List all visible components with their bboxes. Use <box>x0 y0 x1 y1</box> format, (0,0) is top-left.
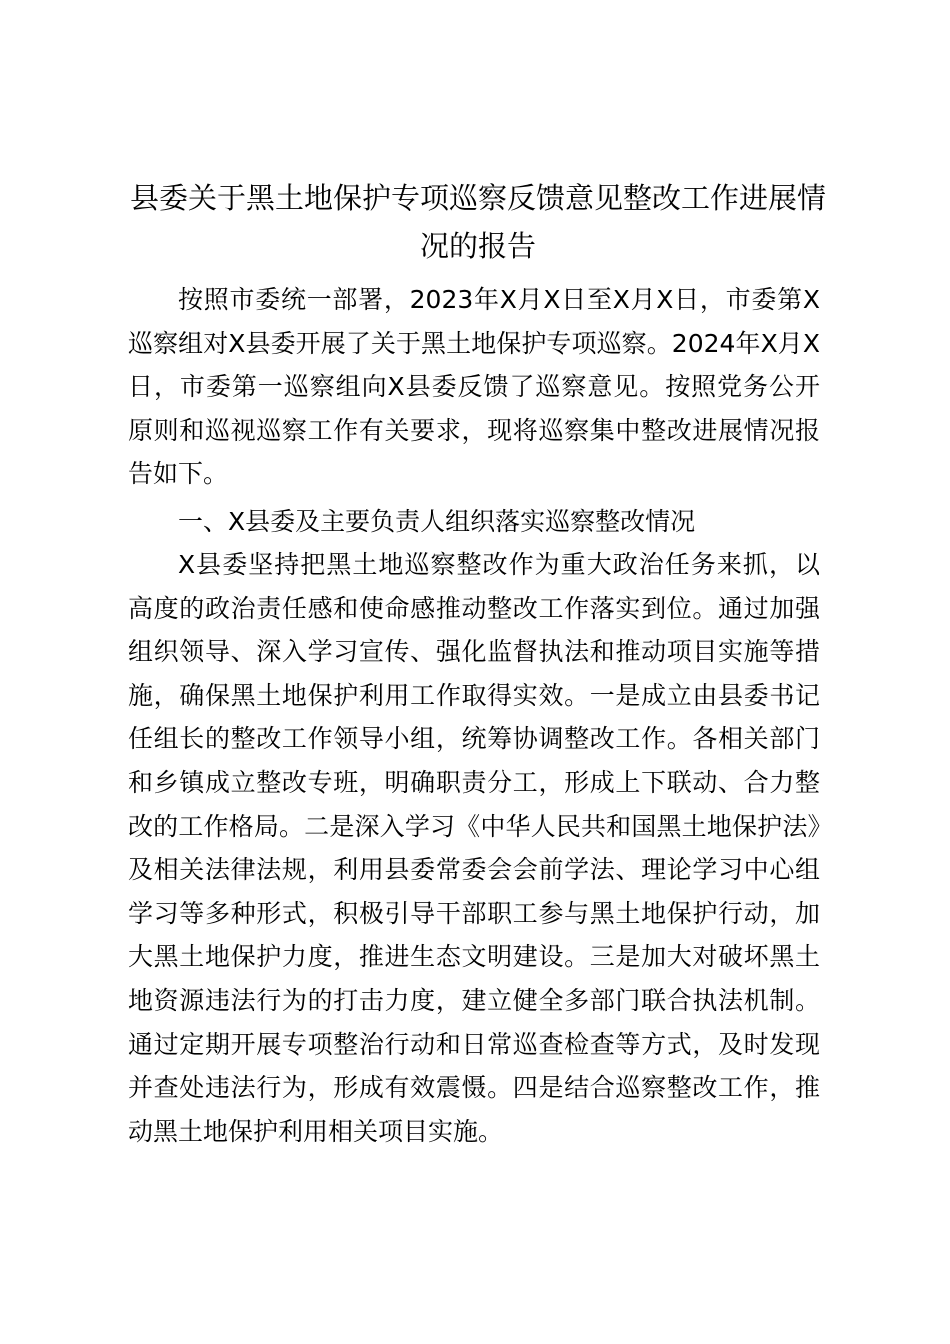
section-heading: 一、X县委及主要负责人组织落实巡察整改情况 <box>178 507 696 536</box>
document-title: 县委关于黑土地保护专项巡察反馈意见整改工作进展情况的报告 <box>129 181 826 263</box>
intro-paragraph: 按照市委统一部署，2023年X月X日至X月X日，市委第X巡察组对X县委开展了关于黑土地保护专项巡察。2024年X月X日，市委第一巡察组向X县委反馈了巡察意见。按照党务公开原则和巡视巡察工作有关要求，现将巡察集中整改进展情况报告如下。 <box>128 285 820 489</box>
section-paragraph: X县委坚持把黑土地巡察整改作为重大政治任务来抓，以高度的政治责任感和使命感推动整改工作落实到位。通过加强组织领导、深入学习宣传、强化监督执法和推动项目实施等措施，确保黑土地保护利用工作取得实效。一是成立由县委书记任组长的整改工作领导小组，统筹协调整改工作。各相关部门和乡镇成立整改专班，明确职责分工，形成上下联动、合力整改的工作格局。二是深入学习《中华人民共和国黑土地保护法》及相关法律法规，利用县委常委会会前学法、理论学习中心组学习等多种形式，积极引导干部职工参与黑土地保护行动，加大黑土地保护力度，推进生态文明建设。三是加大对破坏黑土地资源违法行为的打击力度，建立健全多部门联合执法机制。通过定期开展专项整治行动和日常巡查检查等方式，及时发现并查处违法行为，形成有效震慑。四是结合巡察整改工作，推动黑土地保护利用相关项目实施。 <box>128 550 820 1146</box>
